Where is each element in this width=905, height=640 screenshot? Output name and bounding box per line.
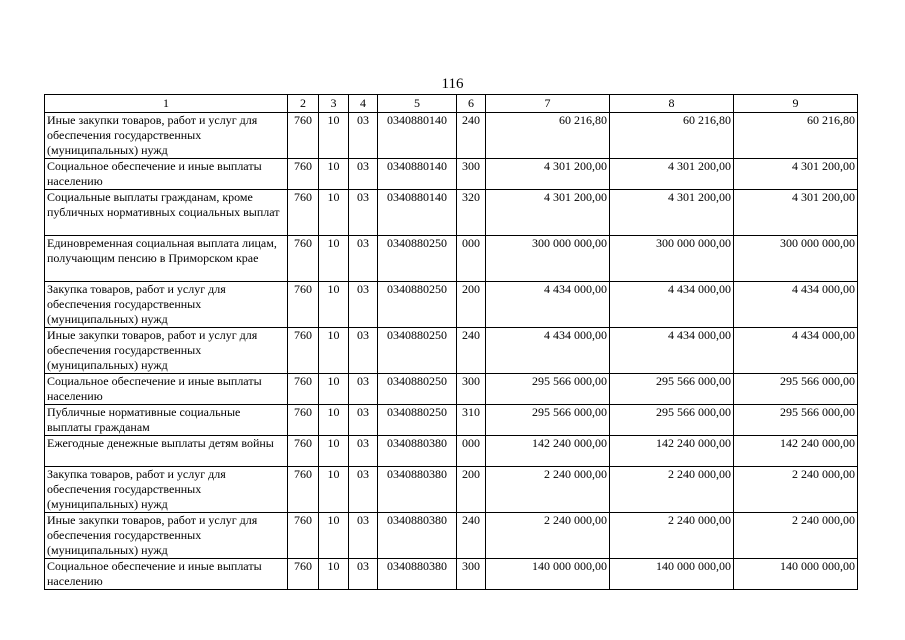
row-code-3: 10 [319, 405, 349, 436]
row-description: Иные закупки товаров, работ и услуг для обеспечения государственных (муниципальных) нужд [45, 113, 288, 159]
row-code-3: 10 [319, 513, 349, 559]
table-row [45, 282, 858, 328]
row-amount-7: 2 240 000,00 [486, 467, 610, 513]
column-header: 6 [457, 95, 486, 113]
table-row [45, 159, 858, 190]
row-code-2: 760 [288, 374, 319, 405]
row-amount-7: 60 216,80 [486, 113, 610, 159]
row-code-2: 760 [288, 467, 319, 513]
row-code-3: 10 [319, 159, 349, 190]
row-description: Социальное обеспечение и иные выплаты населению [45, 159, 288, 190]
column-header: 4 [349, 95, 378, 113]
page-number: 116 [441, 76, 464, 92]
column-header: 2 [288, 95, 319, 113]
row-code-6: 000 [457, 236, 486, 282]
row-code-5: 0340880250 [378, 236, 457, 282]
row-amount-9: 4 434 000,00 [734, 282, 858, 328]
row-code-2: 760 [288, 190, 319, 236]
row-code-3: 10 [319, 236, 349, 282]
row-amount-8: 4 434 000,00 [610, 328, 734, 374]
row-amount-7: 295 566 000,00 [486, 374, 610, 405]
row-amount-8: 142 240 000,00 [610, 436, 734, 467]
row-code-4: 03 [349, 190, 378, 236]
row-code-6: 000 [457, 436, 486, 467]
row-amount-9: 60 216,80 [734, 113, 858, 159]
row-code-6: 320 [457, 190, 486, 236]
row-code-3: 10 [319, 436, 349, 467]
row-amount-7: 4 434 000,00 [486, 282, 610, 328]
row-amount-9: 4 301 200,00 [734, 190, 858, 236]
row-amount-7: 4 301 200,00 [486, 159, 610, 190]
row-code-4: 03 [349, 328, 378, 374]
row-code-4: 03 [349, 374, 378, 405]
row-code-3: 10 [319, 559, 349, 590]
row-amount-9: 295 566 000,00 [734, 374, 858, 405]
row-amount-8: 295 566 000,00 [610, 405, 734, 436]
row-amount-9: 4 434 000,00 [734, 328, 858, 374]
column-header: 5 [378, 95, 457, 113]
row-code-2: 760 [288, 436, 319, 467]
row-code-5: 0340880140 [378, 113, 457, 159]
row-amount-9: 142 240 000,00 [734, 436, 858, 467]
row-code-6: 200 [457, 282, 486, 328]
row-code-3: 10 [319, 374, 349, 405]
row-code-2: 760 [288, 513, 319, 559]
row-description: Закупка товаров, работ и услуг для обеспечения государственных (муниципальных) нужд [45, 282, 288, 328]
row-code-4: 03 [349, 513, 378, 559]
row-description: Единовременная социальная выплата лицам, получающим пенсию в Приморском крае [45, 236, 288, 282]
row-description: Публичные нормативные социальные выплаты гражданам [45, 405, 288, 436]
row-code-5: 0340880380 [378, 467, 457, 513]
row-code-5: 0340880250 [378, 282, 457, 328]
row-code-2: 760 [288, 405, 319, 436]
table-row [45, 328, 858, 374]
row-amount-8: 295 566 000,00 [610, 374, 734, 405]
row-description: Социальные выплаты гражданам, кроме публичных нормативных социальных выплат [45, 190, 288, 236]
row-code-4: 03 [349, 467, 378, 513]
row-code-5: 0340880250 [378, 328, 457, 374]
row-code-4: 03 [349, 559, 378, 590]
row-code-2: 760 [288, 113, 319, 159]
row-code-3: 10 [319, 282, 349, 328]
table-row [45, 405, 858, 436]
row-code-6: 310 [457, 405, 486, 436]
row-code-2: 760 [288, 328, 319, 374]
row-code-3: 10 [319, 328, 349, 374]
row-code-5: 0340880250 [378, 374, 457, 405]
row-amount-8: 140 000 000,00 [610, 559, 734, 590]
row-amount-7: 142 240 000,00 [486, 436, 610, 467]
row-amount-8: 60 216,80 [610, 113, 734, 159]
row-code-5: 0340880380 [378, 559, 457, 590]
row-amount-8: 2 240 000,00 [610, 467, 734, 513]
column-header: 3 [319, 95, 349, 113]
row-amount-9: 140 000 000,00 [734, 559, 858, 590]
row-code-4: 03 [349, 236, 378, 282]
row-amount-7: 295 566 000,00 [486, 405, 610, 436]
column-header: 8 [610, 95, 734, 113]
column-header: 1 [45, 95, 288, 113]
row-code-5: 0340880380 [378, 436, 457, 467]
row-code-6: 300 [457, 559, 486, 590]
row-amount-8: 4 301 200,00 [610, 190, 734, 236]
row-code-6: 240 [457, 113, 486, 159]
row-amount-7: 140 000 000,00 [486, 559, 610, 590]
row-amount-9: 2 240 000,00 [734, 467, 858, 513]
row-description: Социальное обеспечение и иные выплаты населению [45, 559, 288, 590]
row-code-4: 03 [349, 405, 378, 436]
row-amount-8: 300 000 000,00 [610, 236, 734, 282]
table-row [45, 559, 858, 590]
row-amount-9: 4 301 200,00 [734, 159, 858, 190]
row-code-2: 760 [288, 559, 319, 590]
row-code-4: 03 [349, 436, 378, 467]
row-amount-9: 295 566 000,00 [734, 405, 858, 436]
row-code-5: 0340880140 [378, 190, 457, 236]
row-code-5: 0340880140 [378, 159, 457, 190]
row-code-4: 03 [349, 159, 378, 190]
row-code-2: 760 [288, 159, 319, 190]
row-code-4: 03 [349, 113, 378, 159]
table-row [45, 467, 858, 513]
row-amount-7: 300 000 000,00 [486, 236, 610, 282]
row-amount-9: 2 240 000,00 [734, 513, 858, 559]
row-code-3: 10 [319, 190, 349, 236]
row-amount-8: 4 301 200,00 [610, 159, 734, 190]
row-description: Иные закупки товаров, работ и услуг для обеспечения государственных (муниципальных) нужд [45, 328, 288, 374]
table-row [45, 374, 858, 405]
row-description: Социальное обеспечение и иные выплаты населению [45, 374, 288, 405]
row-code-5: 0340880380 [378, 513, 457, 559]
row-code-2: 760 [288, 282, 319, 328]
column-header: 9 [734, 95, 858, 113]
row-description: Иные закупки товаров, работ и услуг для обеспечения государственных (муниципальных) нужд [45, 513, 288, 559]
row-code-6: 240 [457, 513, 486, 559]
table-row [45, 436, 858, 467]
table-row [45, 513, 858, 559]
row-code-2: 760 [288, 236, 319, 282]
budget-table [44, 94, 858, 590]
row-code-6: 300 [457, 374, 486, 405]
row-amount-8: 2 240 000,00 [610, 513, 734, 559]
header-row [45, 95, 858, 113]
row-description: Закупка товаров, работ и услуг для обеспечения государственных (муниципальных) нужд [45, 467, 288, 513]
table-row [45, 113, 858, 159]
row-code-6: 200 [457, 467, 486, 513]
row-description: Ежегодные денежные выплаты детям войны [45, 436, 288, 467]
row-code-5: 0340880250 [378, 405, 457, 436]
row-amount-9: 300 000 000,00 [734, 236, 858, 282]
table-row [45, 236, 858, 282]
row-amount-7: 4 434 000,00 [486, 328, 610, 374]
row-amount-7: 2 240 000,00 [486, 513, 610, 559]
row-code-4: 03 [349, 282, 378, 328]
column-header: 7 [486, 95, 610, 113]
row-code-6: 300 [457, 159, 486, 190]
row-amount-8: 4 434 000,00 [610, 282, 734, 328]
row-code-6: 240 [457, 328, 486, 374]
row-code-3: 10 [319, 113, 349, 159]
row-code-3: 10 [319, 467, 349, 513]
row-amount-7: 4 301 200,00 [486, 190, 610, 236]
table-row [45, 190, 858, 236]
